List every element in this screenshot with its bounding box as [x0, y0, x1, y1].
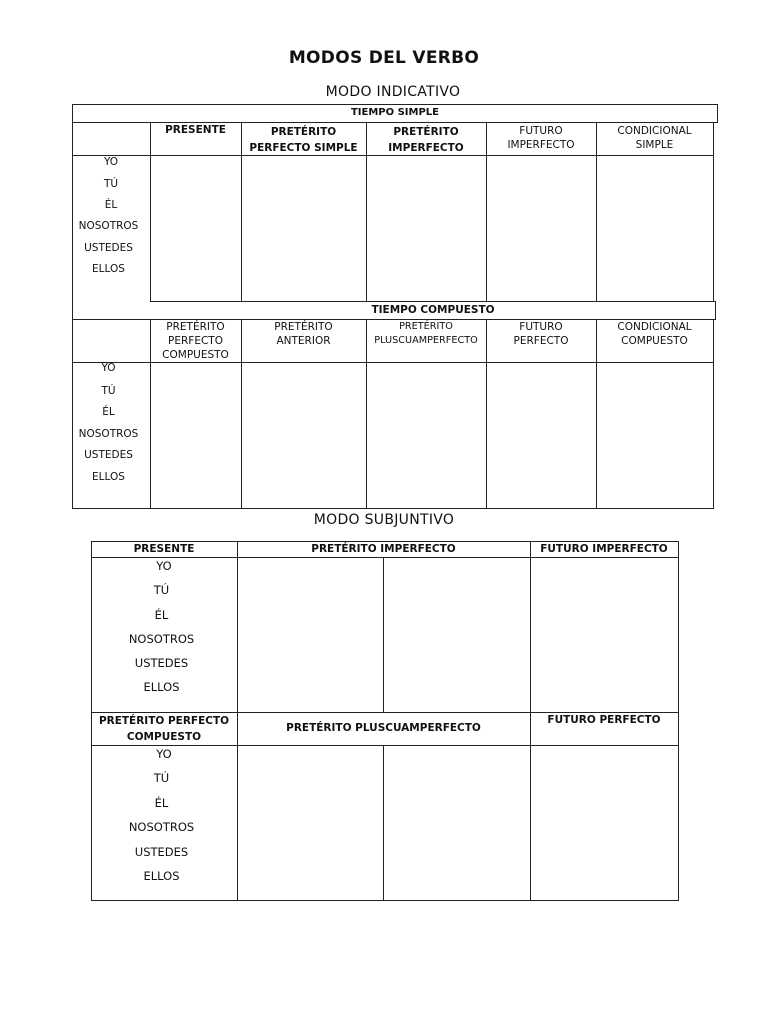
pronoun-nosotros: NOSOTROS — [128, 632, 195, 646]
subj-header-preterito-imperfecto: PRETÉRITO IMPERFECTO — [311, 543, 456, 555]
subj-header-futuro-imperfecto: FUTURO IMPERFECTO — [540, 543, 668, 555]
page-title: MODOS DEL VERBO — [288, 48, 480, 68]
pronoun-yo: YO — [156, 559, 172, 573]
banner-tiempo-simple: TIEMPO SIMPLE — [350, 107, 440, 118]
header-preterito-perfecto-simple: PRETÉRITO PERFECTO SIMPLE — [249, 126, 358, 154]
header-preterito-pluscuamperfecto: PRETÉRITO PLUSCUAMPERFECTO — [374, 321, 478, 346]
pronoun-tu: TÚ — [101, 385, 116, 397]
subjuntivo-heading: MODO SUBJUNTIVO — [313, 512, 455, 528]
pronoun-ellos: ELLOS — [92, 263, 125, 275]
subj-header-preterito-pluscuamperfecto: PRETÉRITO PLUSCUAMPERFECTO — [286, 722, 481, 734]
pronoun-ellos: ELLOS — [143, 680, 180, 694]
header-condicional-simple: CONDICIONAL SIMPLE — [617, 125, 692, 151]
header-preterito-anterior: PRETÉRITO ANTERIOR — [274, 321, 333, 347]
header-preterito-perfecto-compuesto: PRETÉRITO PERFECTO COMPUESTO — [162, 321, 229, 361]
pronoun-nosotros: NOSOTROS — [128, 820, 195, 834]
pronoun-el: ÉL — [154, 796, 169, 810]
subj-header-futuro-perfecto: FUTURO PERFECTO — [547, 714, 661, 726]
pronoun-el: ÉL — [102, 406, 115, 418]
pronoun-ustedes: USTEDES — [84, 242, 133, 254]
pronoun-ustedes: USTEDES — [134, 656, 189, 670]
header-presente: PRESENTE — [165, 124, 226, 136]
subj-header-preterito-perfecto-compuesto: PRETÉRITO PERFECTO COMPUESTO — [98, 715, 230, 743]
pronoun-tu: TÚ — [153, 583, 170, 597]
pronoun-tu: TÚ — [153, 771, 170, 785]
pronoun-tu: TÚ — [103, 178, 119, 190]
pronoun-el: ÉL — [154, 608, 169, 622]
pronoun-nosotros: NOSOTROS — [78, 428, 139, 440]
pronoun-ustedes: USTEDES — [134, 845, 189, 859]
indicativo-heading: MODO INDICATIVO — [325, 84, 461, 100]
pronoun-yo: YO — [103, 156, 119, 168]
pronoun-yo: YO — [101, 362, 116, 374]
subj-header-presente: PRESENTE — [133, 543, 195, 555]
pronoun-yo: YO — [156, 747, 172, 761]
header-condicional-compuesto: CONDICIONAL COMPUESTO — [617, 321, 692, 347]
pronoun-ellos: ELLOS — [143, 869, 180, 883]
pronoun-el: ÉL — [104, 199, 118, 211]
header-futuro-perfecto: FUTURO PERFECTO — [513, 321, 569, 347]
pronoun-ustedes: USTEDES — [84, 449, 133, 461]
header-preterito-imperfecto: PRETÉRITO IMPERFECTO — [388, 126, 464, 154]
pronoun-ellos: ELLOS — [92, 471, 125, 483]
banner-tiempo-compuesto: TIEMPO COMPUESTO — [371, 304, 495, 316]
pronoun-nosotros: NOSOTROS — [78, 220, 139, 232]
header-futuro-imperfecto: FUTURO IMPERFECTO — [507, 125, 575, 151]
